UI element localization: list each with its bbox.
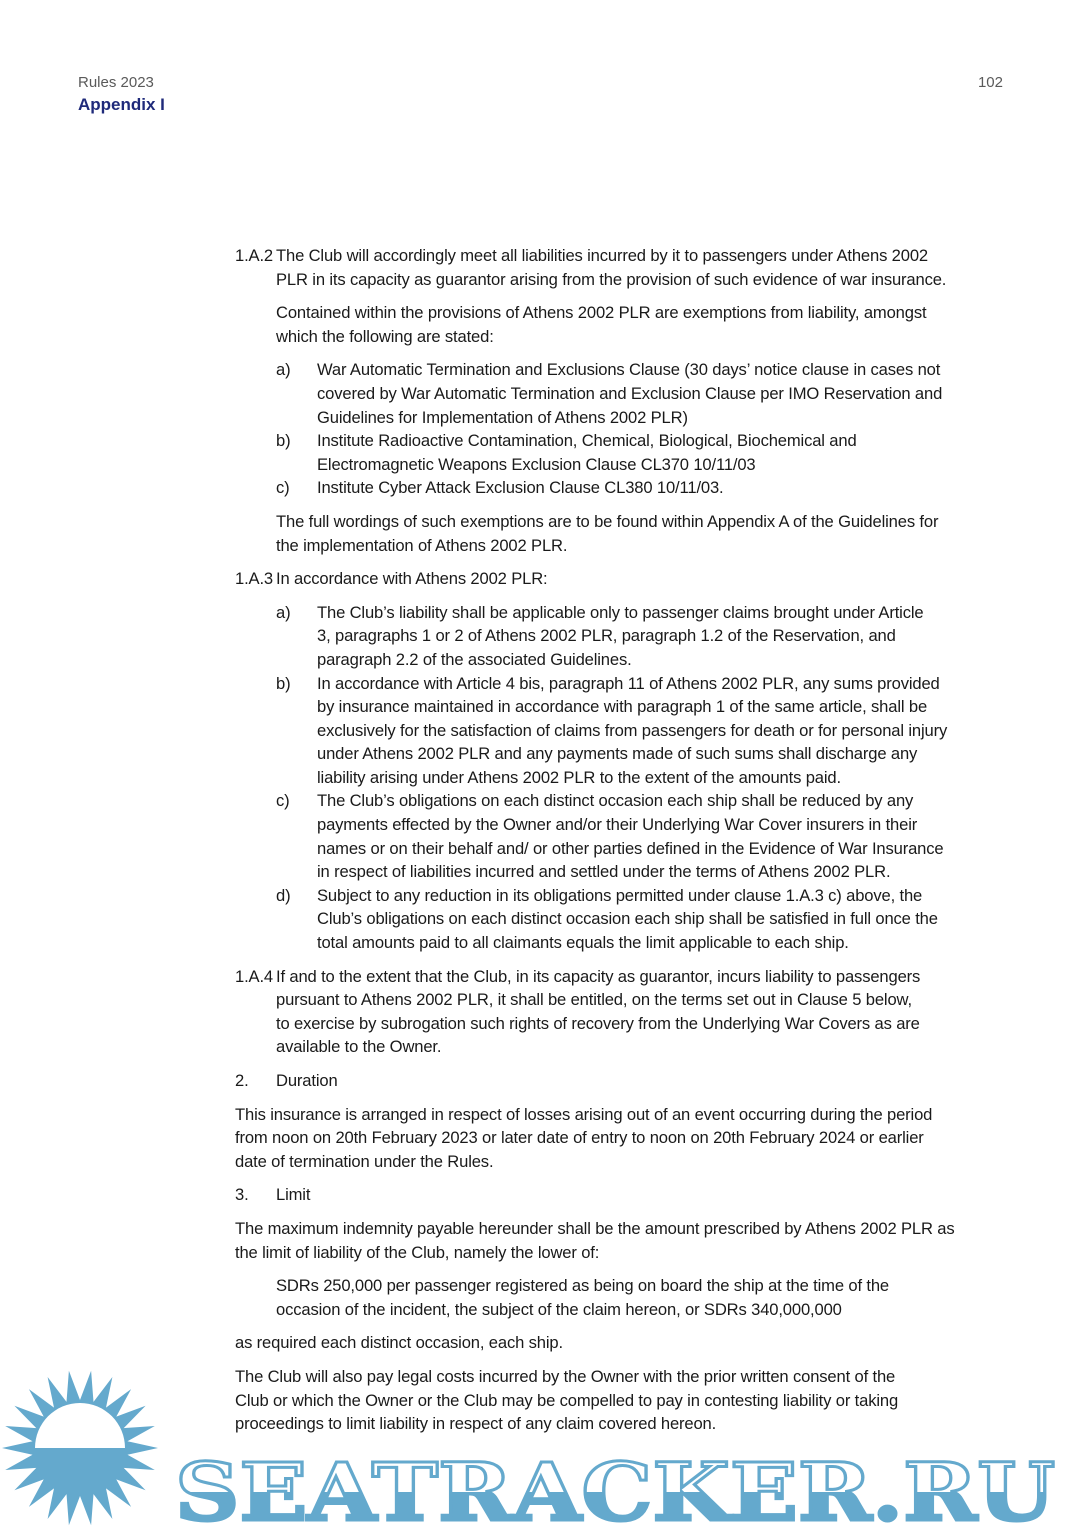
clause-2 — [235, 1069, 1035, 1093]
clause-number: 3. — [235, 1185, 249, 1205]
text-line: Electromagnetic Weapons Exclusion Clause CL370 10/11/03 — [317, 454, 756, 474]
text-line: PLR in its capacity as guarantor arising from the provision of such evidence of war insurance. — [276, 269, 947, 289]
clause-b — [235, 429, 1035, 476]
text-line: In accordance with Athens 2002 PLR: — [276, 569, 548, 589]
clause-number: a) — [276, 602, 291, 622]
text-line: to exercise by subrogation such rights of recovery from the Underlying War Covers as are — [276, 1013, 920, 1033]
text-line: the implementation of Athens 2002 PLR. — [276, 535, 568, 555]
text-line: the limit of liability of the Club, namely the lower of: — [235, 1242, 600, 1262]
text-line: date of termination under the Rules. — [235, 1151, 494, 1171]
paragraph — [235, 1274, 1035, 1321]
text-line: SDRs 250,000 per passenger registered as being on board the ship at the time of the — [276, 1276, 889, 1296]
text-line: liability arising under Athens 2002 PLR to the extent of the amounts paid. — [317, 767, 841, 787]
text-line: The maximum indemnity payable hereunder shall be the amount prescribed by Athens 2002 PLR as — [235, 1218, 955, 1238]
clause-a — [235, 601, 1035, 672]
clause-c — [235, 789, 1035, 883]
paragraph — [235, 1331, 1035, 1355]
text-line: payments effected by the Owner and/or their Underlying War Cover insurers in their — [317, 815, 918, 835]
clause-number: c) — [276, 478, 290, 498]
text-line: The Club’s liability shall be applicable only to passenger claims brought under Article — [317, 602, 924, 622]
text-line: In accordance with Article 4 bis, paragraph 11 of Athens 2002 PLR, any sums provided — [317, 673, 940, 693]
text-line: under Athens 2002 PLR and any payments made of such sums shall discharge any — [317, 744, 918, 764]
clause-number: a) — [276, 360, 291, 380]
text-line: exclusively for the satisfaction of claims from passengers for death or for personal injury — [317, 720, 948, 740]
text-line: Institute Cyber Attack Exclusion Clause CL380 10/11/03. — [317, 478, 724, 498]
text-line: total amounts paid to all claimants equals the limit applicable to each ship. — [317, 933, 849, 953]
text-line: The Club will accordingly meet all liabilities incurred by it to passengers under Athens 2002 — [276, 246, 928, 265]
text-line: Limit — [276, 1185, 311, 1205]
text-line: available to the Owner. — [276, 1037, 442, 1057]
text-line: The Club’s obligations on each distinct occasion each ship shall be reduced by any — [317, 791, 914, 811]
clause-a — [235, 358, 1035, 429]
header-doc-title: Rules 2023 — [78, 74, 154, 91]
paragraph — [235, 1365, 1035, 1436]
text-line: pursuant to Athens 2002 PLR, it shall be entitled, on the terms set out in Clause 5 below, — [276, 990, 912, 1010]
clause-3 — [235, 1183, 1035, 1207]
clause-number: b) — [276, 673, 291, 693]
paragraph — [235, 301, 1035, 348]
text-line: by insurance maintained in accordance with paragraph 1 of the same article, shall be — [317, 697, 928, 717]
clause-number: d) — [276, 885, 291, 905]
document-body — [235, 244, 1035, 1436]
text-line: If and to the extent that the Club, in its capacity as guarantor, incurs liability to passengers — [276, 966, 921, 986]
clause-number: b) — [276, 431, 291, 451]
text-line: The full wordings of such exemptions are to be found within Appendix A of the Guidelines for — [276, 511, 939, 531]
clause-number: 2. — [235, 1071, 249, 1090]
text-line: This insurance is arranged in respect of losses arising out of an event occurring during the period — [235, 1104, 933, 1124]
clause-number: c) — [276, 791, 290, 811]
clause-1a3 — [235, 567, 1035, 591]
paragraph — [235, 1217, 1035, 1264]
text-line: covered by War Automatic Termination and Exclusion Clause per IMO Reservation and — [317, 383, 943, 403]
clause-number: 1.A.3 — [235, 569, 273, 589]
text-line: occasion of the incident, the subject of the claim hereon, or SDRs 340,000,000 — [276, 1299, 842, 1319]
clause-number: 1.A.2 — [235, 246, 273, 265]
text-line: Duration — [276, 1071, 338, 1090]
clause-b — [235, 672, 1035, 790]
paragraph — [235, 1103, 1035, 1174]
text-line: Club or which the Owner or the Club may be compelled to pay in contesting liability or taking — [235, 1390, 899, 1410]
text-line: in respect of liabilities incurred and settled under the terms of Athens 2002 PLR. — [317, 862, 891, 882]
text-line: proceedings to limit liability in respect of any claim covered hereon. — [235, 1414, 717, 1434]
text-line: from noon on 20th February 2023 or later date of entry to noon on 20th February 2024 or earlier — [235, 1128, 924, 1148]
clause-c — [235, 476, 1035, 500]
sun-icon — [2, 1371, 158, 1525]
clause-1a2 — [235, 244, 1035, 291]
text-line: The Club will also pay legal costs incurred by the Owner with the prior written consent of the — [235, 1366, 896, 1386]
clause-number: 1.A.4 — [235, 966, 273, 986]
text-line: Subject to any reduction in its obligations permitted under clause 1.A.3 c) above, the — [317, 885, 923, 905]
text-line: Club’s obligations on each distinct occasion each ship shall be satisfied in full once the — [317, 909, 938, 929]
clause-d — [235, 884, 1035, 955]
text-line: War Automatic Termination and Exclusions Clause (30 days’ notice clause in cases not — [317, 360, 941, 380]
clause-1a4 — [235, 965, 1035, 1059]
text-line: which the following are stated: — [276, 326, 494, 346]
text-line: Guidelines for Implementation of Athens 2002 PLR) — [317, 407, 688, 427]
text-line: 3, paragraphs 1 or 2 of Athens 2002 PLR, paragraph 1.2 of the Reservation, and — [317, 626, 896, 646]
paragraph — [235, 510, 1035, 557]
text-line: as required each distinct occasion, each ship. — [235, 1333, 563, 1353]
page-number: 102 — [977, 74, 1003, 91]
text-line: Contained within the provisions of Athens 2002 PLR are exemptions from liability, amongst — [276, 303, 927, 323]
text-line: Institute Radioactive Contamination, Chemical, Biological, Biochemical and — [317, 431, 857, 451]
header-section-title: Appendix I — [78, 95, 165, 114]
watermark-text: SEATRACKER.RU — [175, 1445, 1055, 1527]
text-line: paragraph 2.2 of the associated Guidelines. — [317, 649, 632, 669]
text-line: names or on their behalf and/ or other parties defined in the Evidence of War Insurance — [317, 838, 944, 858]
